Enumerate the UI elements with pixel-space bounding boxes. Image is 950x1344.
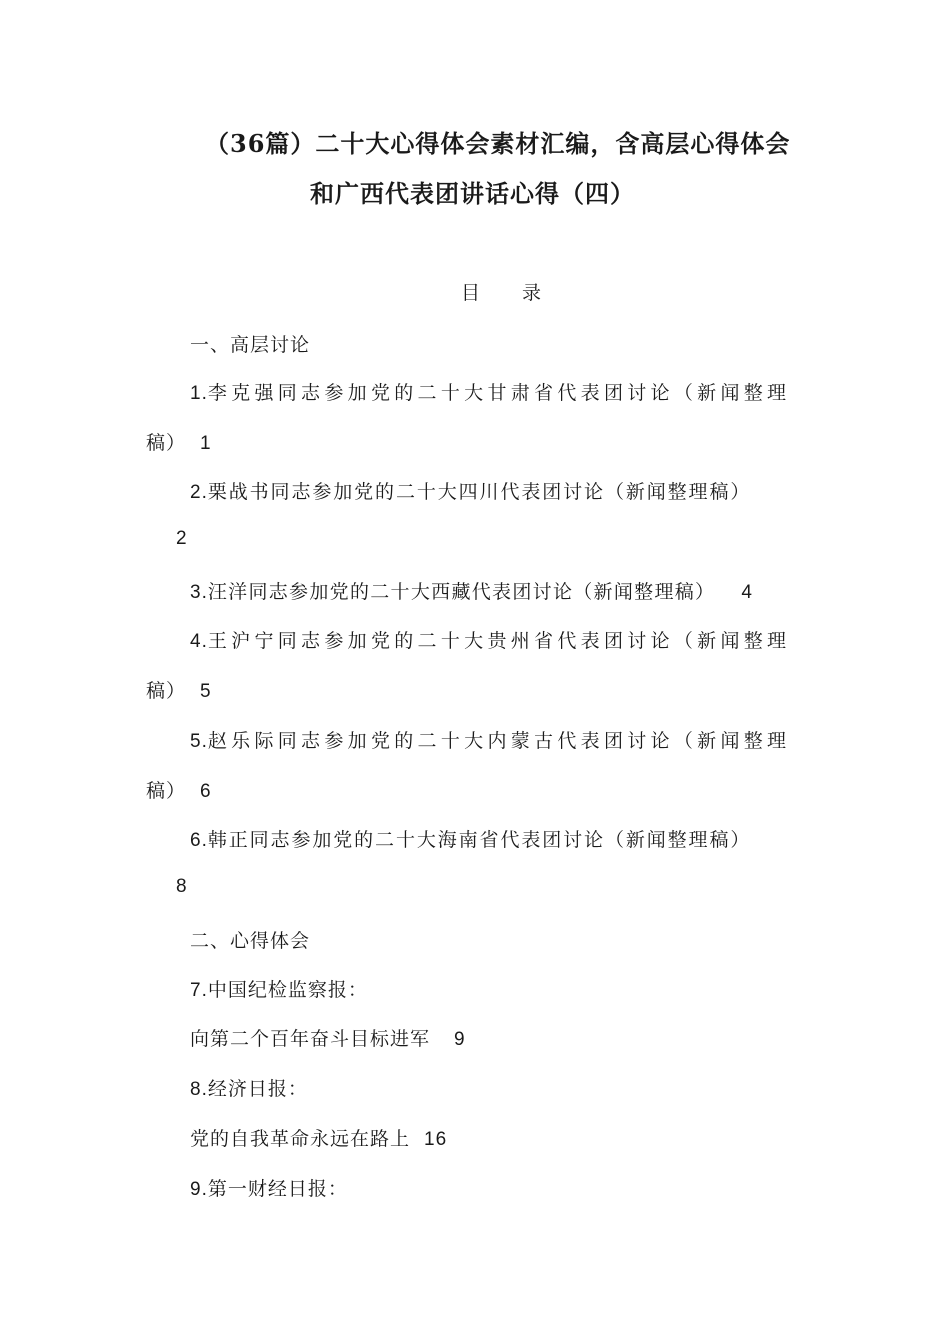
toc-item-text: 赵乐际同志参加党的二十大内蒙古代表团讨论（新闻整理 <box>207 730 791 752</box>
toc-item-6-page[interactable] <box>176 875 188 898</box>
toc-item-text: 韩正同志参加党的二十大海南省代表团讨论（新闻整理稿） <box>207 829 752 851</box>
toc-item-text-cont: 稿） <box>146 680 187 702</box>
toc-item-number: 1. <box>190 383 208 404</box>
toc-item-subtitle: 党的自我革命永远在路上 <box>190 1128 411 1150</box>
toc-section-1: 一、高层讨论 <box>190 334 311 356</box>
toc-item-text-cont: 稿） <box>146 432 187 454</box>
toc-item-number: 4. <box>190 631 208 652</box>
toc-item-number: 6. <box>190 830 208 851</box>
toc-item-subtitle: 向第二个百年奋斗目标进军 <box>190 1028 431 1050</box>
toc-item-text-cont: 稿） <box>146 780 187 802</box>
toc-page-number: 16 <box>424 1129 448 1150</box>
toc-page-number: 5 <box>200 681 212 702</box>
toc-page-number: 4 <box>741 582 753 603</box>
toc-item-text: 汪洋同志参加党的二十大西藏代表团讨论（新闻整理稿） <box>207 581 716 603</box>
toc-item-number: 2. <box>190 482 208 503</box>
toc-heading: 目录 <box>461 282 584 304</box>
toc-page-number: 2 <box>176 528 188 549</box>
toc-item-9[interactable] <box>190 1174 348 1201</box>
toc-item-8[interactable] <box>190 1074 308 1101</box>
toc-page-number: 8 <box>176 876 188 897</box>
toc-item-7-subtitle[interactable] <box>190 1024 466 1051</box>
toc-item-text: 第一财经日报： <box>207 1178 348 1200</box>
toc-item-text: 王沪宁同志参加党的二十大贵州省代表团讨论（新闻整理 <box>207 630 791 652</box>
toc-item-5-continuation[interactable] <box>146 776 212 803</box>
toc-section-2: 二、心得体会 <box>190 930 311 952</box>
toc-item-4-continuation[interactable] <box>146 676 212 703</box>
document-title-line-1: （36篇）二十大心得体会素材汇编，含高层心得体会 <box>205 129 791 158</box>
toc-item-2[interactable] <box>190 477 751 504</box>
toc-item-6[interactable] <box>190 825 751 852</box>
toc-item-text: 栗战书同志参加党的二十大四川代表团讨论（新闻整理稿） <box>207 481 752 503</box>
toc-item-text: 李克强同志参加党的二十大甘肃省代表团讨论（新闻整理 <box>207 382 791 404</box>
toc-item-2-page[interactable] <box>176 527 188 550</box>
toc-item-1-continuation[interactable] <box>146 428 212 455</box>
toc-item-4[interactable] <box>190 626 790 653</box>
toc-item-number: 9. <box>190 1179 208 1200</box>
toc-item-3[interactable] <box>190 577 753 604</box>
toc-item-number: 3. <box>190 582 208 603</box>
document-title-line-2: 和广西代表团讲话心得（四） <box>310 179 635 208</box>
toc-item-8-subtitle[interactable] <box>190 1124 447 1151</box>
toc-page-number: 1 <box>200 433 212 454</box>
toc-item-5[interactable] <box>190 726 790 753</box>
toc-item-number: 7. <box>190 980 208 1001</box>
toc-page-number: 6 <box>200 781 212 802</box>
toc-item-number: 8. <box>190 1079 208 1100</box>
toc-page-number: 9 <box>454 1029 466 1050</box>
toc-item-7[interactable] <box>190 975 368 1002</box>
toc-item-number: 5. <box>190 731 208 752</box>
toc-item-text: 中国纪检监察报： <box>207 979 368 1001</box>
toc-item-1[interactable] <box>190 378 790 405</box>
toc-item-text: 经济日报： <box>207 1078 308 1100</box>
